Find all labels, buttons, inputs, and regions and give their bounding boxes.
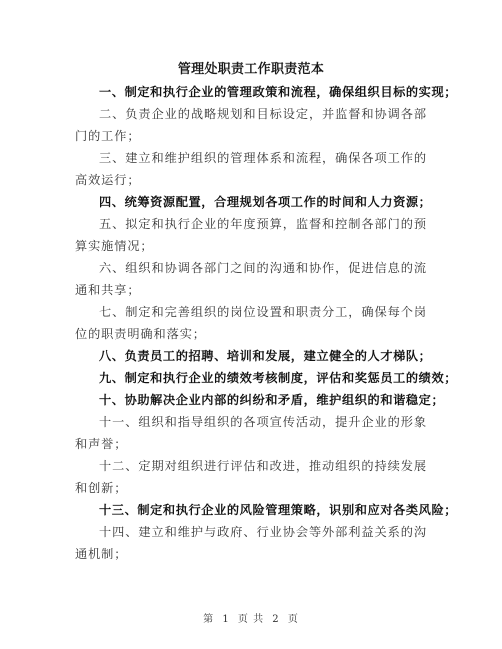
paragraph-14: 十四、建立和维护与政府、行业协会等外部利益关系的沟通机制； bbox=[75, 525, 427, 561]
paragraph-7: 七、制定和完善组织的岗位设置和职责分工，确保每个岗位的职责明确和落实； bbox=[75, 305, 427, 341]
paragraph-6: 六、组织和协调各部门之间的沟通和协作，促进信息的流通和共享； bbox=[75, 261, 427, 297]
paragraph-3: 三、建立和维护组织的管理体系和流程，确保各项工作的高效运行； bbox=[75, 151, 427, 187]
total-pages-number: 2 bbox=[272, 614, 280, 625]
current-page-number: 1 bbox=[222, 614, 230, 625]
paragraph-4: 四、统筹资源配置，合理规划各项工作的时间和人力资源； bbox=[99, 195, 432, 209]
page-label-mid: 页 共 bbox=[237, 614, 265, 625]
paragraph-1: 一、制定和执行企业的管理政策和流程，确保组织目标的实现； bbox=[99, 85, 458, 99]
paragraph-10: 十、协助解决企业内部的纠纷和矛盾，维护组织的和谐稳定； bbox=[99, 393, 445, 407]
document-body bbox=[75, 81, 458, 565]
page-label-prefix: 第 bbox=[203, 614, 215, 625]
paragraph-9: 九、制定和执行企业的绩效考核制度，评估和奖惩员工的绩效； bbox=[99, 371, 458, 385]
document-title: 管理处职责工作职责范本 bbox=[177, 62, 325, 77]
paragraph-8: 八、负责员工的招聘、培训和发展，建立健全的人才梯队； bbox=[99, 349, 432, 363]
paragraph-5: 五、拟定和执行企业的年度预算，监督和控制各部门的预算实施情况； bbox=[75, 217, 427, 253]
paragraph-12: 十二、定期对组织进行评估和改进，推动组织的持续发展和创新； bbox=[75, 459, 427, 495]
paragraph-11: 十一、组织和指导组织的各项宣传活动，提升企业的形象和声誉； bbox=[75, 415, 427, 451]
page-label-suffix: 页 bbox=[287, 614, 299, 625]
paragraph-2: 二、负责企业的战略规划和目标设定，并监督和协调各部门的工作； bbox=[75, 107, 427, 143]
paragraph-13: 十三、制定和执行企业的风险管理策略，识别和应对各类风险； bbox=[99, 503, 458, 517]
page-footer bbox=[0, 610, 502, 625]
